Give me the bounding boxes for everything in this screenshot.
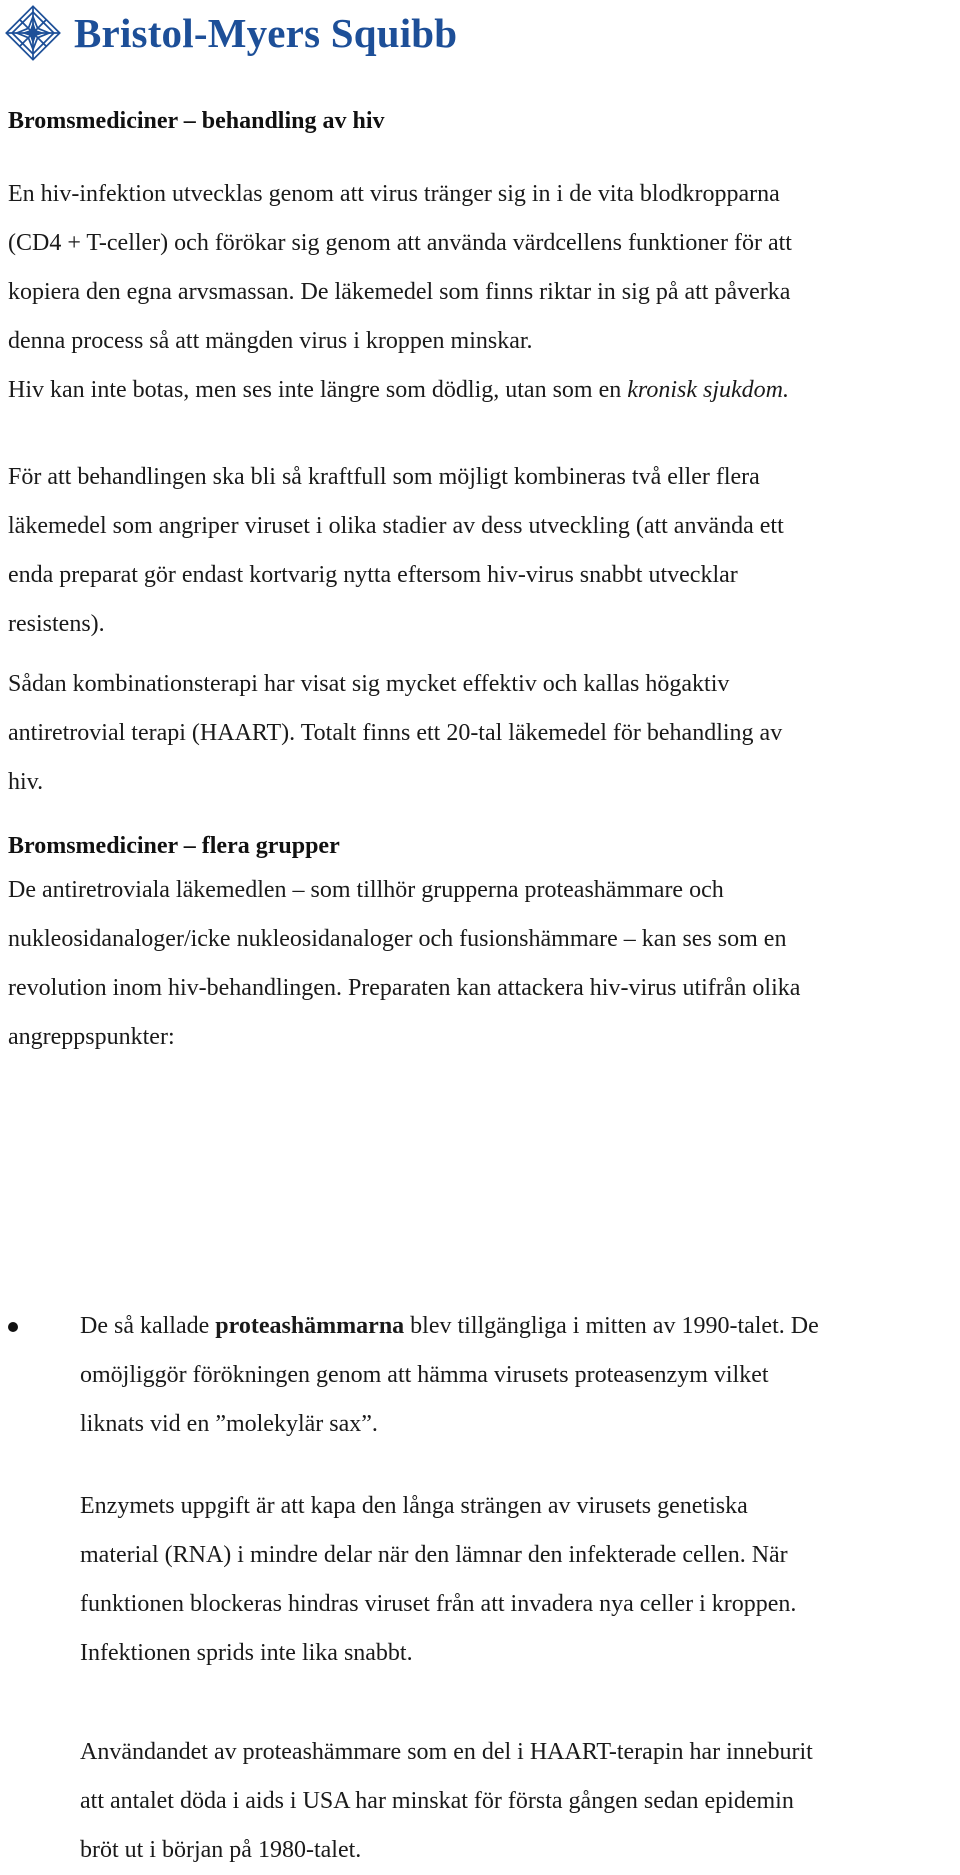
text-line xyxy=(80,1302,950,1351)
bullet-item-protease xyxy=(80,1302,950,1449)
text-line: Sådan kombinationsterapi har visat sig mycket effektiv och kallas högaktiv xyxy=(8,671,730,697)
paragraph-usage xyxy=(80,1728,950,1875)
bullet-lead-text: De så kallade xyxy=(80,1313,216,1339)
text-line: För att behandlingen ska bli så kraftfull som möjligt kombineras två eller flera xyxy=(8,464,760,490)
text-line: revolution inom hiv-behandlingen. Preparaten kan attackera hiv-virus utifrån olika xyxy=(8,975,801,1001)
bms-star-logo-icon xyxy=(4,4,62,62)
company-logo xyxy=(4,0,457,66)
text-line: De antiretroviala läkemedlen – som tillhör grupperna proteashämmare och xyxy=(8,877,724,903)
text-line: att antalet döda i aids i USA har minskat för första gången sedan epidemin xyxy=(80,1788,794,1814)
text-line: liknats vid en ”molekylär sax”. xyxy=(80,1411,378,1437)
text-line: bröt ut i början på 1980-talet. xyxy=(80,1837,362,1863)
paragraph-enzyme xyxy=(80,1482,950,1678)
logo-wordmark: Bristol-Myers Squibb xyxy=(74,10,458,56)
text-line: läkemedel som angriper viruset i olika stadier av dess utveckling (att använda ett xyxy=(8,513,784,539)
bullet-icon xyxy=(8,1322,18,1332)
paragraph-infection xyxy=(8,170,948,366)
paragraph-chronic xyxy=(8,366,948,415)
text-line: Infektionen sprids inte lika snabbt. xyxy=(80,1640,413,1666)
section-heading-treatment: Bromsmediciner – behandling av hiv xyxy=(8,108,385,134)
text-line: denna process så att mängden virus i kroppen minskar. xyxy=(8,328,533,354)
chronic-lead-text: Hiv kan inte botas, men ses inte längre som dödlig, utan som en xyxy=(8,377,628,403)
text-line: Enzymets uppgift är att kapa den långa strängen av virusets genetiska xyxy=(80,1493,748,1519)
text-line: Användandet av proteashämmare som en del i HAART-terapin har inneburit xyxy=(80,1739,813,1765)
chronic-emphasis-text: kronisk sjukdom. xyxy=(627,377,789,403)
text-line: hiv. xyxy=(8,769,44,795)
paragraph-haart xyxy=(8,660,948,807)
paragraph-antiretroviral xyxy=(8,866,948,1062)
section-heading-groups: Bromsmediciner – flera grupper xyxy=(8,833,340,859)
text-line: angreppspunkter: xyxy=(8,1024,175,1050)
bullet-tail-text: blev tillgängliga i mitten av 1990-talet. De xyxy=(404,1313,819,1339)
text-line: omöjliggör förökningen genom att hämma virusets proteasenzym vilket xyxy=(80,1362,769,1388)
text-line: En hiv-infektion utvecklas genom att virus tränger sig in i de vita blodkropparna xyxy=(8,181,780,207)
text-line: antiretrovial terapi (HAART). Totalt finns ett 20-tal läkemedel för behandling av xyxy=(8,720,783,746)
text-line: kopiera den egna arvsmassan. De läkemedel som finns riktar in sig på att påverka xyxy=(8,279,791,305)
text-line: material (RNA) i mindre delar när den lämnar den infekterade cellen. När xyxy=(80,1542,788,1568)
text-line xyxy=(8,366,948,415)
text-line: nukleosidanaloger/icke nukleosidanaloger och fusionshämmare – kan ses som en xyxy=(8,926,787,952)
text-line: enda preparat gör endast kortvarig nytta eftersom hiv-virus snabbt utvecklar xyxy=(8,562,738,588)
bullet-bold-term: proteashämmarna xyxy=(215,1313,405,1339)
paragraph-combination xyxy=(8,453,948,649)
text-line: resistens). xyxy=(8,611,105,637)
text-line: funktionen blockeras hindras viruset från att invadera nya celler i kroppen. xyxy=(80,1591,797,1617)
text-line: (CD4 + T-celler) och förökar sig genom att använda värdcellens funktioner för att xyxy=(8,230,792,256)
